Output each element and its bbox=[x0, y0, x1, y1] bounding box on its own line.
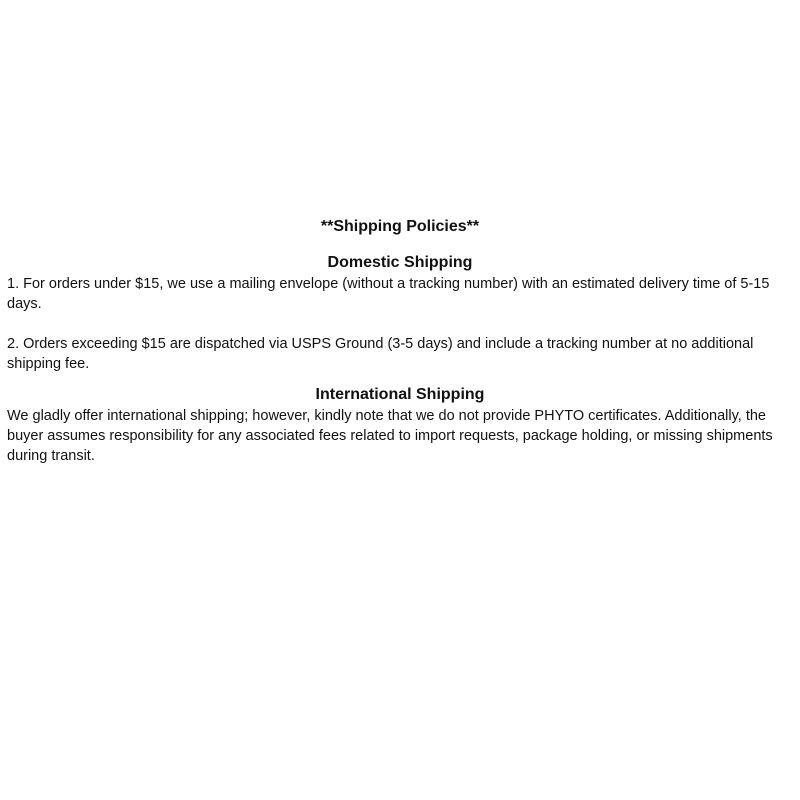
page-title: **Shipping Policies** bbox=[320, 218, 480, 235]
domestic-shipping-heading: Domestic Shipping bbox=[327, 254, 473, 271]
international-shipping-heading: International Shipping bbox=[315, 386, 485, 403]
domestic-item-2: 2. Orders exceeding $15 are dispatched via USPS Ground (3-5 days) and include a tracking number at no additional shipping fee. bbox=[7, 336, 754, 372]
spacer bbox=[7, 238, 793, 252]
international-shipping-text: We gladly offer international shipping; however, kindly note that we do not provide PHYTO certificates. Additionally, the buyer assumes responsibility for any associated fees related to import requests, package holding, or missing shipments during transit. bbox=[7, 408, 773, 464]
spacer bbox=[7, 374, 793, 384]
spacer bbox=[7, 314, 793, 334]
domestic-item-1: 1. For orders under $15, we use a mailing envelope (without a tracking number) with an estimated delivery time of 5-15 days. bbox=[7, 276, 770, 312]
shipping-policy-document bbox=[7, 216, 793, 466]
